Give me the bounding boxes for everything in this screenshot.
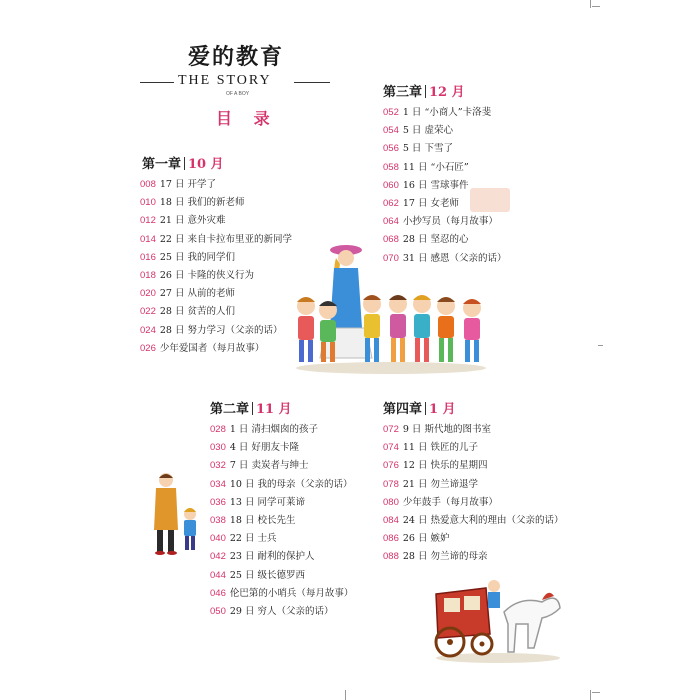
toc-entry bbox=[140, 267, 292, 285]
book-title: 爱的教育 bbox=[188, 44, 285, 70]
toc-entry bbox=[383, 140, 507, 158]
toc-entry-title: 1 日 清扫烟囱的孩子 bbox=[229, 424, 318, 435]
chapter-heading bbox=[142, 153, 292, 172]
toc-entry-title: 24 日 热爱意大利的理由（父亲的话） bbox=[402, 514, 564, 526]
book-subtitle-english: OF A BOY bbox=[226, 91, 250, 97]
toc-entry-title: 9 日 斯代地的图书室 bbox=[402, 424, 491, 435]
crop-mark bbox=[592, 692, 600, 693]
toc-entry bbox=[210, 548, 353, 566]
toc-entry bbox=[383, 421, 564, 439]
toc-entry-title: 16 日 雪球事件 bbox=[402, 179, 469, 191]
toc-entry bbox=[210, 567, 353, 585]
title-english-text: THE STORY bbox=[178, 73, 272, 88]
toc-entry bbox=[383, 439, 564, 457]
toc-entry bbox=[210, 512, 353, 530]
toc-entry-title: 26 日 卡隆的侠义行为 bbox=[159, 269, 254, 281]
toc-entry-title: 少年鼓手（每月故事） bbox=[402, 496, 498, 508]
toc-entry-title: 11 日 铁匠的儿子 bbox=[402, 442, 478, 454]
toc-page-number: 068 bbox=[383, 234, 399, 246]
toc-page-number: 080 bbox=[383, 496, 399, 508]
toc-entry bbox=[140, 285, 292, 303]
toc-page-number: 088 bbox=[383, 551, 399, 563]
title-rule-right bbox=[294, 82, 330, 83]
chapter-name: 第一章 bbox=[142, 157, 182, 172]
toc-entry bbox=[210, 476, 353, 494]
toc-entry bbox=[383, 494, 564, 512]
toc-entry bbox=[210, 530, 353, 548]
toc-entry-title: 1 日 “小商人”卡洛斐 bbox=[402, 107, 492, 118]
toc-entry-title: 5 日 虚荣心 bbox=[402, 125, 453, 137]
toc-page-number: 016 bbox=[140, 251, 156, 263]
chapter-divider bbox=[425, 402, 426, 415]
toc-page-number: 022 bbox=[140, 306, 156, 318]
toc-heading: 目 录 bbox=[216, 109, 278, 128]
toc-entry-title: 28 日 坚忍的心 bbox=[402, 234, 469, 246]
crop-mark bbox=[592, 6, 600, 7]
toc-list bbox=[383, 421, 564, 567]
toc-entry bbox=[140, 212, 292, 230]
toc-page-number: 070 bbox=[383, 252, 399, 264]
toc-entry bbox=[210, 494, 353, 512]
toc-entry-title: 21 日 意外灾难 bbox=[159, 215, 226, 227]
toc-page-number: 014 bbox=[140, 233, 156, 245]
chapter-month: 11 月 bbox=[256, 402, 292, 417]
toc-entry bbox=[140, 194, 292, 212]
toc-entry bbox=[383, 159, 507, 177]
toc-entry-title: 28 日 勿兰谛的母亲 bbox=[402, 551, 488, 563]
children-group bbox=[297, 295, 481, 362]
watermark bbox=[470, 188, 510, 212]
toc-page-number: 034 bbox=[210, 478, 226, 490]
toc-entry-title: 11 日 “小石匠” bbox=[402, 161, 469, 173]
chapter-divider bbox=[252, 402, 253, 415]
toc-entry bbox=[140, 303, 292, 321]
toc-entry bbox=[140, 249, 292, 267]
toc-page-number: 086 bbox=[383, 533, 399, 545]
toc-page-number: 026 bbox=[140, 342, 156, 354]
toc-entry-title: 13 日 同学可莱谛 bbox=[229, 496, 305, 508]
toc-page-number: 084 bbox=[383, 514, 399, 526]
toc-entry-title: 17 日 开学了 bbox=[159, 179, 216, 190]
toc-list bbox=[140, 176, 292, 358]
toc-page-number: 018 bbox=[140, 269, 156, 281]
toc-entry bbox=[383, 512, 564, 530]
toc-entry bbox=[210, 457, 353, 475]
toc-entry-title: 25 日 级长德罗西 bbox=[229, 569, 305, 581]
toc-page-number: 076 bbox=[383, 460, 399, 472]
crop-mark bbox=[590, 0, 591, 8]
carriage-illustration bbox=[430, 572, 566, 664]
crop-mark bbox=[598, 345, 603, 346]
chapter-name: 第二章 bbox=[210, 402, 250, 417]
toc-entry-title: 4 日 好朋友卡隆 bbox=[229, 442, 299, 454]
toc-entry-title: 23 日 耐利的保护人 bbox=[229, 551, 315, 563]
toc-entry-title: 26 日 嫉妒 bbox=[402, 533, 450, 545]
toc-entry-title: 17 日 女老师 bbox=[402, 197, 459, 209]
toc-entry bbox=[383, 548, 564, 566]
toc-page-number: 054 bbox=[383, 125, 399, 137]
toc-entry-title: 22 日 来自卡拉布里亚的新同学 bbox=[159, 233, 292, 245]
toc-page-number: 072 bbox=[383, 424, 399, 435]
toc-page-number: 030 bbox=[210, 442, 226, 454]
toc-entry-title: 小抄写员（每月故事） bbox=[402, 216, 498, 228]
crop-mark bbox=[590, 690, 591, 700]
toc-page-number: 044 bbox=[210, 569, 226, 581]
toc-entry-title: 22 日 士兵 bbox=[229, 533, 277, 545]
chapter-divider bbox=[184, 157, 185, 170]
toc-entry-title: 27 日 从前的老师 bbox=[159, 288, 235, 300]
toc-entry bbox=[383, 476, 564, 494]
toc-page-number: 058 bbox=[383, 161, 399, 173]
toc-entry bbox=[140, 322, 292, 340]
toc-page-number: 074 bbox=[383, 442, 399, 454]
toc-entry bbox=[140, 231, 292, 249]
toc-entry-title: 21 日 勿兰谛退学 bbox=[402, 478, 478, 490]
toc-page-number: 008 bbox=[140, 179, 156, 190]
toc-page-number: 020 bbox=[140, 288, 156, 300]
toc-entry bbox=[210, 421, 353, 439]
teacher-children-illustration bbox=[288, 238, 494, 376]
toc-entry bbox=[210, 603, 353, 621]
toc-entry bbox=[383, 122, 507, 140]
chapter-2 bbox=[210, 398, 353, 621]
chapter-name: 第四章 bbox=[383, 402, 423, 417]
father-child-illustration bbox=[148, 470, 202, 556]
toc-entry bbox=[383, 530, 564, 548]
toc-page-number: 036 bbox=[210, 496, 226, 508]
toc-list bbox=[210, 421, 353, 621]
toc-entry-title: 28 日 努力学习（父亲的话） bbox=[159, 324, 283, 336]
toc-entry-title: 少年爱国者（每月故事） bbox=[159, 342, 265, 354]
toc-page-number: 042 bbox=[210, 551, 226, 563]
title-rule-left bbox=[140, 82, 174, 83]
toc-page-number: 078 bbox=[383, 478, 399, 490]
toc-entry-title: 5 日 下雪了 bbox=[402, 143, 453, 155]
toc-entry-title: 12 日 快乐的星期四 bbox=[402, 460, 488, 472]
chapter-month: 10 月 bbox=[188, 157, 224, 172]
toc-page-number: 012 bbox=[140, 215, 156, 227]
toc-page-number: 052 bbox=[383, 107, 399, 118]
chapter-name: 第三章 bbox=[383, 85, 423, 100]
toc-page-number: 032 bbox=[210, 460, 226, 472]
toc-page-number: 060 bbox=[383, 179, 399, 191]
toc-entry bbox=[210, 585, 353, 603]
toc-page-number: 010 bbox=[140, 197, 156, 209]
toc-entry-title: 7 日 卖炭者与绅士 bbox=[229, 460, 309, 472]
toc-page-number: 056 bbox=[383, 143, 399, 155]
toc-entry-title: 18 日 校长先生 bbox=[229, 514, 296, 526]
toc-entry bbox=[383, 213, 507, 231]
toc-page-number: 062 bbox=[383, 197, 399, 209]
chapter-month: 1 月 bbox=[429, 402, 456, 417]
toc-entry bbox=[140, 340, 292, 358]
toc-page-number: 028 bbox=[210, 424, 226, 435]
toc-entry bbox=[383, 104, 507, 122]
toc-page-number: 050 bbox=[210, 605, 226, 617]
toc-entry-title: 伦巴第的小哨兵（每月故事） bbox=[229, 587, 354, 599]
toc-entry-title: 28 日 贫苦的人们 bbox=[159, 306, 235, 318]
toc-entry bbox=[140, 176, 292, 194]
book-title-english bbox=[140, 73, 330, 93]
chapter-heading bbox=[383, 81, 507, 100]
crop-mark bbox=[345, 690, 346, 700]
toc-entry-title: 18 日 我们的新老师 bbox=[159, 197, 245, 209]
toc-page-number: 038 bbox=[210, 514, 226, 526]
chapter-4 bbox=[383, 398, 564, 567]
toc-page-number: 046 bbox=[210, 587, 226, 599]
toc-entry-title: 25 日 我的同学们 bbox=[159, 251, 235, 263]
toc-entry-title: 31 日 感恩（父亲的话） bbox=[402, 252, 507, 264]
chapter-heading bbox=[210, 398, 353, 417]
toc-page-number: 024 bbox=[140, 324, 156, 336]
chapter-month: 12 月 bbox=[429, 85, 465, 100]
chapter-divider bbox=[425, 85, 426, 98]
chapter-heading bbox=[383, 398, 564, 417]
toc-entry bbox=[210, 439, 353, 457]
toc-page-number: 040 bbox=[210, 533, 226, 545]
toc-entry-title: 29 日 穷人（父亲的话） bbox=[229, 605, 334, 617]
toc-entry bbox=[383, 457, 564, 475]
toc-entry-title: 10 日 我的母亲（父亲的话） bbox=[229, 478, 353, 490]
chapter-1 bbox=[140, 153, 292, 358]
toc-page-number: 064 bbox=[383, 216, 399, 228]
